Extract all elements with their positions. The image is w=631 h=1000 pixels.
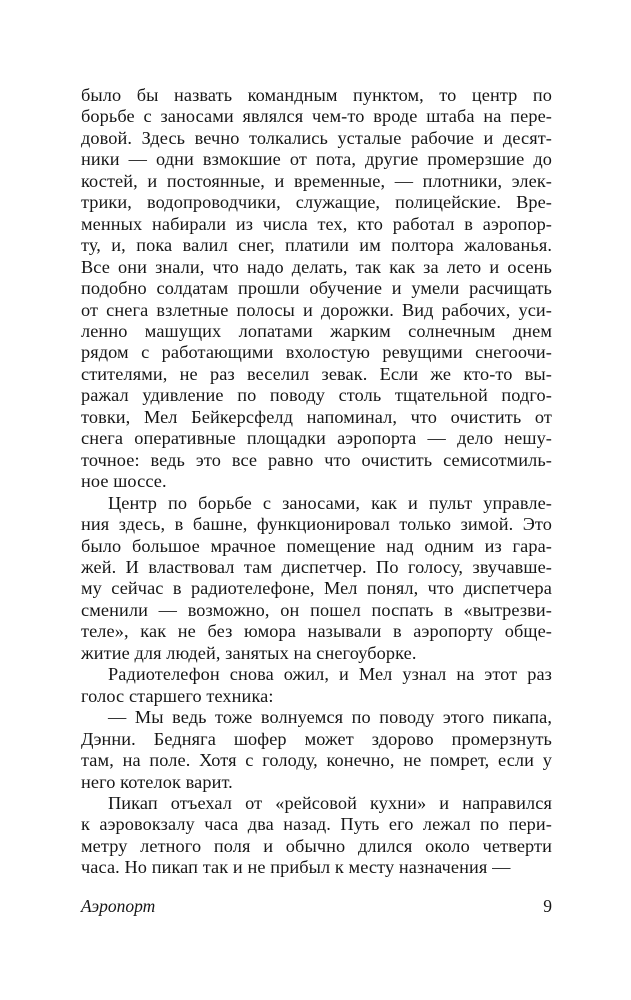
text-line: костей, и постоянные, и временные, — плотники, элек- xyxy=(81,170,552,191)
text-line: было большое мрачное помещение над одним из гара- xyxy=(81,535,552,556)
text-line: метру летного поля и обычно длился около четверти xyxy=(81,835,552,856)
text-line: Все они знали, что надо делать, так как за лето и осень xyxy=(81,256,552,277)
text-line: довой. Здесь вечно толкались усталые рабочие и десят- xyxy=(81,127,552,148)
text-line: подобно солдатам прошли обучение и умели расчищать xyxy=(81,278,552,299)
text-line: там, на поле. Хотя с голоду, конечно, не помрет, если у xyxy=(81,750,552,771)
text-line: ленно машущих лопатами жарким солнечным днем xyxy=(81,320,552,341)
text-line: было бы назвать командным пунктом, то центр по xyxy=(81,85,552,105)
paragraph xyxy=(81,707,552,793)
paragraph xyxy=(81,85,552,493)
text-line: снега оперативные площадки аэропорта — дело нешу- xyxy=(81,428,552,449)
text-line: голос старшего техника: xyxy=(81,685,274,706)
text-line: точное: ведь это все равно что очистить семисотмиль- xyxy=(81,449,552,470)
text-line: теле», как не без юмора называли в аэропорту обще- xyxy=(81,621,552,642)
text-line: часа. Но пикап так и не прибыл к месту назначения — xyxy=(81,857,511,878)
running-title: Аэропорт xyxy=(81,896,156,916)
text-block xyxy=(81,85,552,879)
text-line: трики, водопроводчики, служащие, полицейские. Вре- xyxy=(81,192,552,213)
text-line: менных набирали из числа тех, кто работал в аэропор- xyxy=(81,213,552,234)
text-line: борьбе с заносами являлся чем-то вроде штаба на пере- xyxy=(81,106,552,127)
text-line: него котелок варит. xyxy=(81,771,233,792)
text-line: Радиотелефон снова ожил, и Мел узнал на этот раз xyxy=(108,664,552,685)
text-line: ники — одни взмокшие от пота, другие промерзшие до xyxy=(81,149,552,170)
text-line: ное шоссе. xyxy=(81,471,167,492)
text-line: сменили — возможно, он пошел поспать в «вытрезви- xyxy=(81,599,552,620)
paragraph xyxy=(81,664,552,707)
text-line: Пикап отъехал от «рейсовой кухни» и направился xyxy=(108,792,552,813)
text-line: рядом с работающими вхолостую ревущими снегоочи- xyxy=(81,342,552,363)
text-line: товки, Мел Бейкерсфелд напоминал, что очистить от xyxy=(81,406,552,427)
page-number: 9 xyxy=(543,896,552,916)
paragraph xyxy=(81,793,552,879)
text-line: — Мы ведь тоже волнуемся по поводу этого пикапа, xyxy=(108,707,552,728)
paragraph xyxy=(81,493,552,665)
text-line: Центр по борьбе с заносами, как и пульт управле- xyxy=(108,492,552,513)
text-line: му сейчас в радиотелефоне, Мел понял, что диспетчера xyxy=(81,578,552,599)
text-line: ражал удивление по поводу столь тщательной подго- xyxy=(81,385,552,406)
text-line: от снега взлетные полосы и дорожки. Вид рабочих, уси- xyxy=(81,299,552,320)
text-line: ту, и, пока валил снег, платили им полтора жалованья. xyxy=(81,235,552,256)
text-line: стителями, не раз веселил зевак. Если же кто-то вы- xyxy=(81,363,552,384)
text-line: к аэровокзалу часа два назад. Путь его лежал по пери- xyxy=(81,814,552,835)
text-line: ния здесь, в башне, функционировал только зимой. Это xyxy=(81,514,552,535)
text-line: Дэнни. Бедняга шофер может здорово промерзнуть xyxy=(81,728,552,749)
text-line: житие для людей, занятых на снегоуборке. xyxy=(81,642,417,663)
page-footer xyxy=(81,896,552,917)
text-line: жей. И властвовал там диспетчер. По голосу, звучавше- xyxy=(81,556,552,577)
